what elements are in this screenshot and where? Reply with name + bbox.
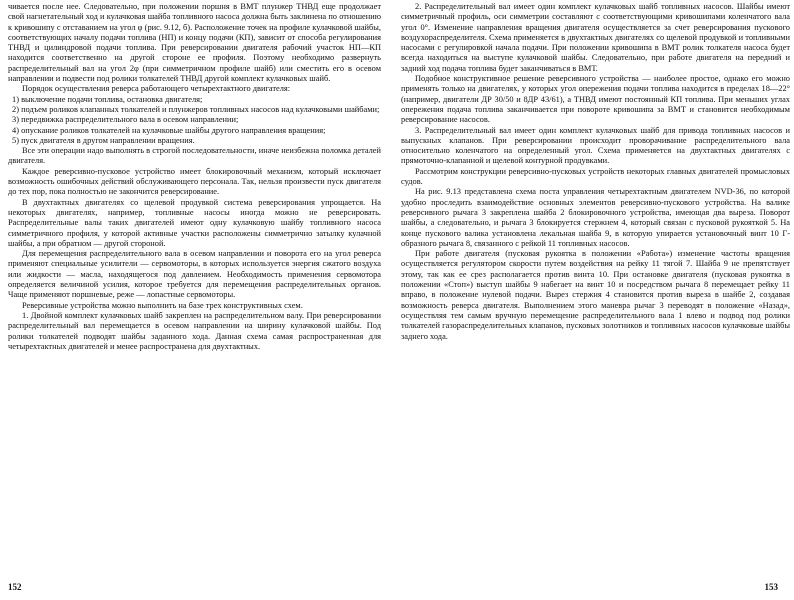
paragraph: 2. Распределительный вал имеет один комплект кулачковых шайб топливных насосов. Шайбы имеют симметричный профиль, оси симметрии составляют с соответствующими кривошипами коленчатого вала угол 0°. Изменение направления вращения двигателя осуществляется за счет реверсирования пускового воздухораспределителя. Схема применяется в двухтактных двигателях со щелевой продувкой и топливными насосами с регулировкой начала подачи. При положении кривошипа в ВМТ ролик толкателя насоса будет всегда находиться на выступе кулачковой шайбы. Следовательно, при работе двигателя на передний и задний ход подача топлива будет заканчиваться в ВМТ. xyxy=(401,2,790,73)
list-item: 1) выключение подачи топлива, остановка двигателя; xyxy=(12,94,203,104)
list-item: 3) передвижка распределительного вала в осевом направлении; xyxy=(12,115,239,125)
list-item: 2) подъем роликов клапанных толкателей и плунжеров топливных насосов над кулачковыми шайбами; xyxy=(12,104,380,114)
paragraph: На рис. 9.13 представлена схема поста управления четырехтактным двигателем NVD-36, по которой удобно проследить взаимодействие основных элементов реверсивно-пускового устройства. На валике реверсивного рычага 3 закреплена шайба 2 блокировочного устройства, имеющая два выреза. Поворот шайбы, а следовательно, и рычага 3 блокируется стержнем 4, который связан с пусковой рукояткой 5. На конце пускового валика установлена лекальная шайба 9, в которую упирается установочный винт 10 Г-образного рычага 8, связанного с рейкой 11 топливных насосов. xyxy=(401,187,790,248)
page-number: 153 xyxy=(764,581,778,592)
paragraph: Подобное конструктивное решение реверсивного устройства — наиболее простое, однако его можно применять только на двигателях, у которых угол опережения подачи топлива находится в пределах 18—22° (например, двигатели ДР 30/50 и 8ДР 43/61), а ТНВД имеют постоянный КП топлива. При меньших углах опережения подача топлива заканчивается при повороте кривошипа за ВМТ и становится необходимым реверсирование насосов. xyxy=(401,74,790,125)
paragraph: Рассмотрим конструкции реверсивно-пусковых устройств некоторых главных двигателей промысловых судов. xyxy=(401,166,790,187)
paragraph: 1. Двойной комплект кулачковых шайб закреплен на распределительном валу. При реверсировании распределительный вал перемещается в осевом направлении на ширину кулачковой шайбы. Под ролики толкателей подводят шайбы заданного хода. Данная схема самая распространенная для четырехтактных двигателей и менее распространена для двухтактных. xyxy=(8,310,381,351)
paragraph: Реверсивные устройства можно выполнить на базе трех конструктивных схем. xyxy=(22,300,303,310)
left-page xyxy=(0,0,387,600)
paragraph: чивается после нее. Следовательно, при положении поршня в ВМТ плунжер ТНВД еще продолжает свой нагнетательный ход и кулачковая шайба топливного насоса должна быть заклинена по отношению к кривошипу с отставанием на угол φ (рис. 9.12, б). Расположение точек на профиле кулачковой шайбы, соответствующих началу подачи топлива (НП) и концу подачи (КП), зависит от способа регулирования ТНВД и цилиндровой подачи топлива. При реверсировании двигателя рабочий участок НП—КП находится соответственно на другой стороне ее профиля. Поэтому необходимо развернуть распределительный вал на угол 2φ (при симметричном профиле шайб) или сместить его в осевом направлении и подвести под ролики толкателей ТНВД другой комплект кулачковых шайб. xyxy=(8,2,381,84)
list-item: 5) пуск двигателя в другом направлении вращения. xyxy=(12,135,195,145)
right-page xyxy=(398,0,794,600)
paragraph: При работе двигателя (пусковая рукоятка в положении «Работа») изменение частоты вращения осуществляется регулятором скорости путем воздействия на рейку 11 тягой 7. Шайба 9 не препятствует этому, так как ее срез располагается против винта 10. При остановке двигателя (пусковая рукоятка в положении «Стоп») выступ шайбы 9 набегает на винт 10 и посредством рычага 8 перемещает рейку 11 вправо, в положение нулевой подачи. Вырез стержня 4 становится против выреза в шайбе 2, создавая возможность реверса двигателя. Выполнением этого маневра рычаг 3 переводят в положение «Назад», осуществляя тем самым вручную перемещение распределительного вала 1 влево и подвод под ролики толкателей газораспределительных клапанов, пусковых золотников и топливных насосов кулачковые шайбы заднего хода. xyxy=(401,249,790,341)
paragraph: В двухтактных двигателях со щелевой продувкой система реверсирования упрощается. На некоторых двигателях, например, топливные насосы иногда можно не реверсировать. Распределительные валы таких двигателей имеют одну кулачковую шайбу топливного насоса симметричного профиля, у которой активные участки расположены симметрично затылку кулачной шайбы, а при обратном — другой стороной. xyxy=(8,197,381,248)
paragraph: Для перемещения распределительного вала в осевом направлении и поворота его на угол реверса применяют специальные усилители — сервомоторы, в которых используется энергия сжатого воздуха или жидкости — масла, находящегося под давлением. Необходимость применения сервомотора определяется величиной усилия, которое требуется для перемещения распределительных органов. Чаще применяют поршневые, реже — лопастные сервомоторы. xyxy=(8,249,381,300)
list-item: 4) опускание роликов толкателей на кулачковые шайбы другого направления вращения; xyxy=(12,125,326,135)
paragraph: Каждое реверсивно-пусковое устройство имеет блокировочный механизм, который исключает возможность ошибочных действий обслуживающего персонала. Так, нельзя произвести пуск двигателя до тех пор, пока полностью не закончится реверсирование. xyxy=(8,166,381,197)
paragraph: 3. Распределительный вал имеет один комплект кулачковых шайб для привода топливных насосов и выпускных клапанов. При реверсировании происходит проворачивание распределительного вала относительно коленчатого на определенный угол. Схема применяется на двухтактных двигателях с прямоточно-клапанной и щелевой контурной продувками. xyxy=(401,125,790,166)
paragraph: Все эти операции надо выполнять в строгой последовательности, иначе неизбежна поломка деталей двигателя. xyxy=(8,146,381,166)
page-number: 152 xyxy=(8,581,22,592)
paragraph: Порядок осуществления реверса работающего четырехтактного двигателя: xyxy=(22,84,291,94)
